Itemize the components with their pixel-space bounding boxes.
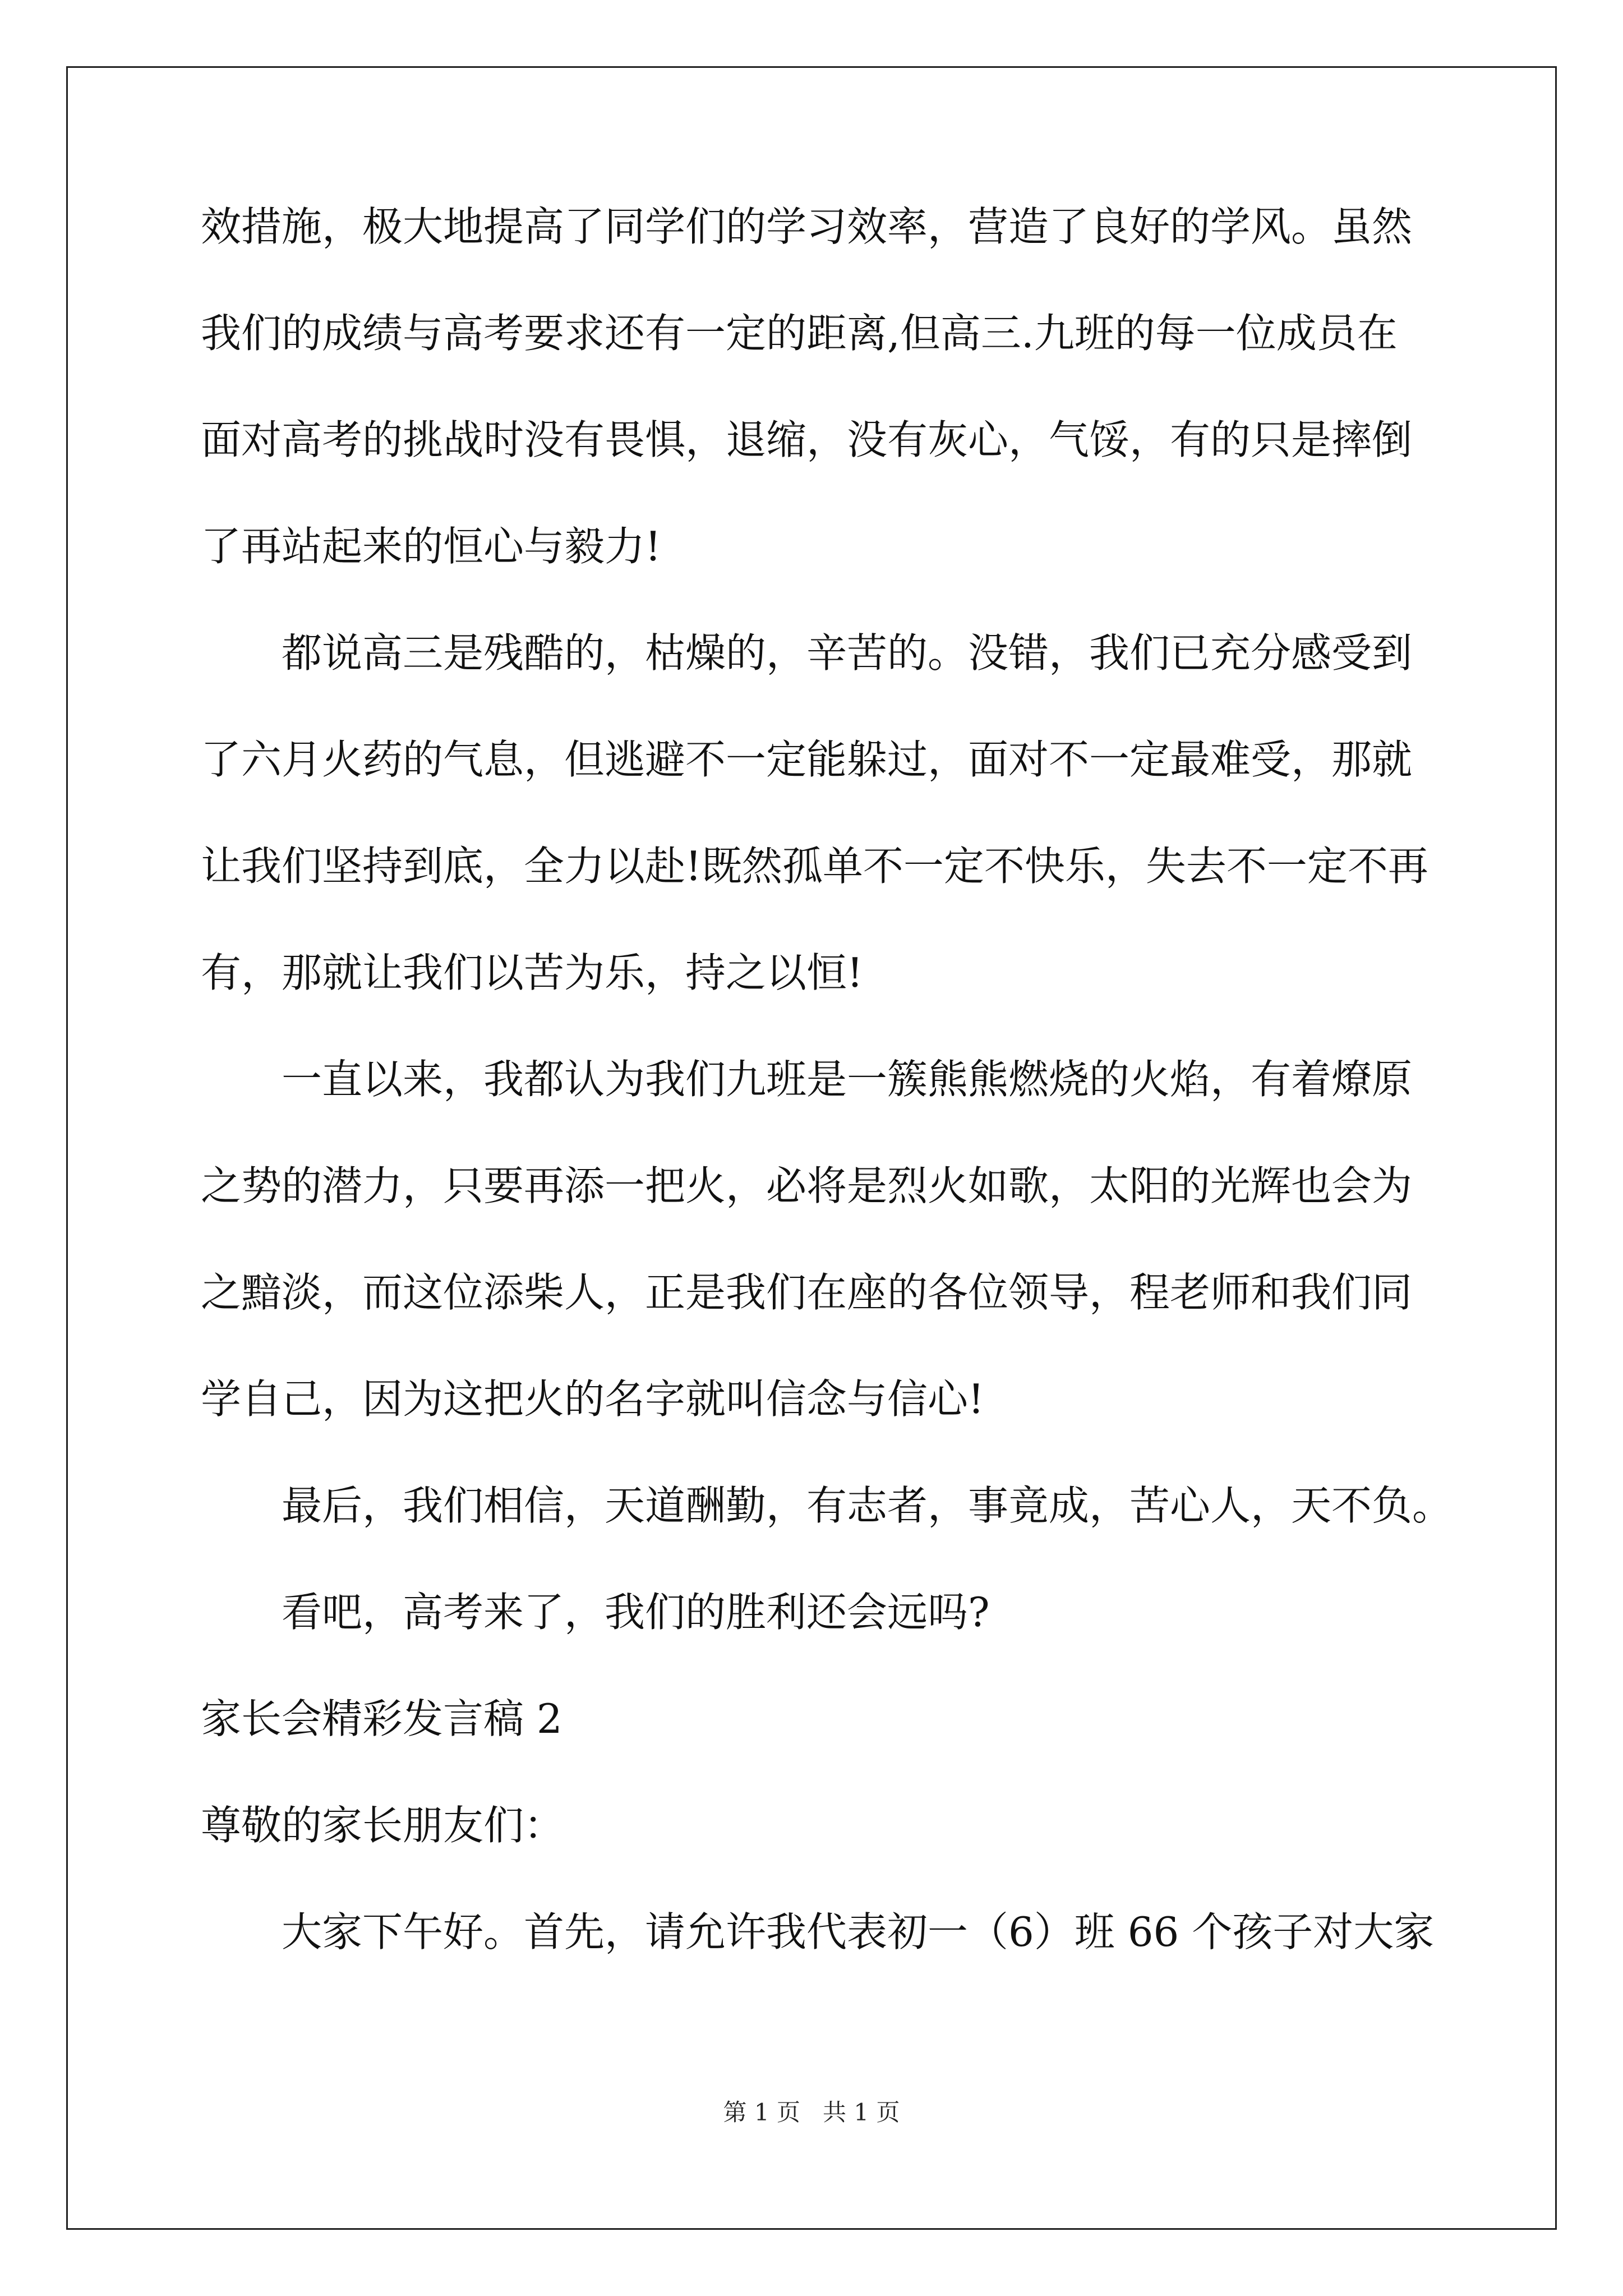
text-line: 有，那就让我们以苦为乐，持之以恒! <box>201 949 863 996</box>
text-line: 我们的成绩与高考要求还有一定的距离,但高三.九班的每一位成员在 <box>201 310 1398 357</box>
text-line: 之黯淡，而这位添柴人，正是我们在座的各位领导，程老师和我们同 <box>201 1269 1413 1316</box>
text-line: 都说高三是残酷的，枯燥的，辛苦的。没错，我们已充分感受到 <box>282 629 1413 677</box>
text-line: 效措施，极大地提高了同学们的学习效率，营造了良好的学风。虽然 <box>201 203 1413 250</box>
text-line: 看吧，高考来了，我们的胜利还会远吗? <box>282 1589 990 1636</box>
text-line: 学自己，因为这把火的名字就叫信念与信心! <box>201 1375 984 1423</box>
text-line: 让我们坚持到底，全力以赴!既然孤单不一定不快乐，失去不一定不再 <box>201 843 1428 890</box>
text-line: 之势的潜力，只要再添一把火，必将是烈火如歌，太阳的光辉也会为 <box>201 1162 1413 1209</box>
text-line: 一直以来，我都认为我们九班是一簇熊熊燃烧的火焰，有着燎原 <box>282 1056 1413 1103</box>
section-heading: 家长会精彩发言稿 2 <box>201 1695 562 1742</box>
text-line: 了再站起来的恒心与毅力! <box>201 523 661 570</box>
page-number-footer: 第 1 页 共 1 页 <box>723 2099 900 2126</box>
salutation: 尊敬的家长朋友们： <box>201 1802 565 1849</box>
text-line: 最后，我们相信，天道酬勤，有志者，事竟成，苦心人，天不负。 <box>282 1482 1453 1529</box>
text-line: 了六月火药的气息，但逃避不一定能躲过，面对不一定最难受，那就 <box>201 736 1413 783</box>
document-body <box>201 203 1453 2018</box>
text-line: 大家下午好。首先，请允许我代表初一（6）班 66 个孩子对大家 <box>282 1908 1435 1955</box>
text-line: 面对高考的挑战时没有畏惧，退缩，没有灰心，气馁，有的只是摔倒 <box>201 416 1413 463</box>
